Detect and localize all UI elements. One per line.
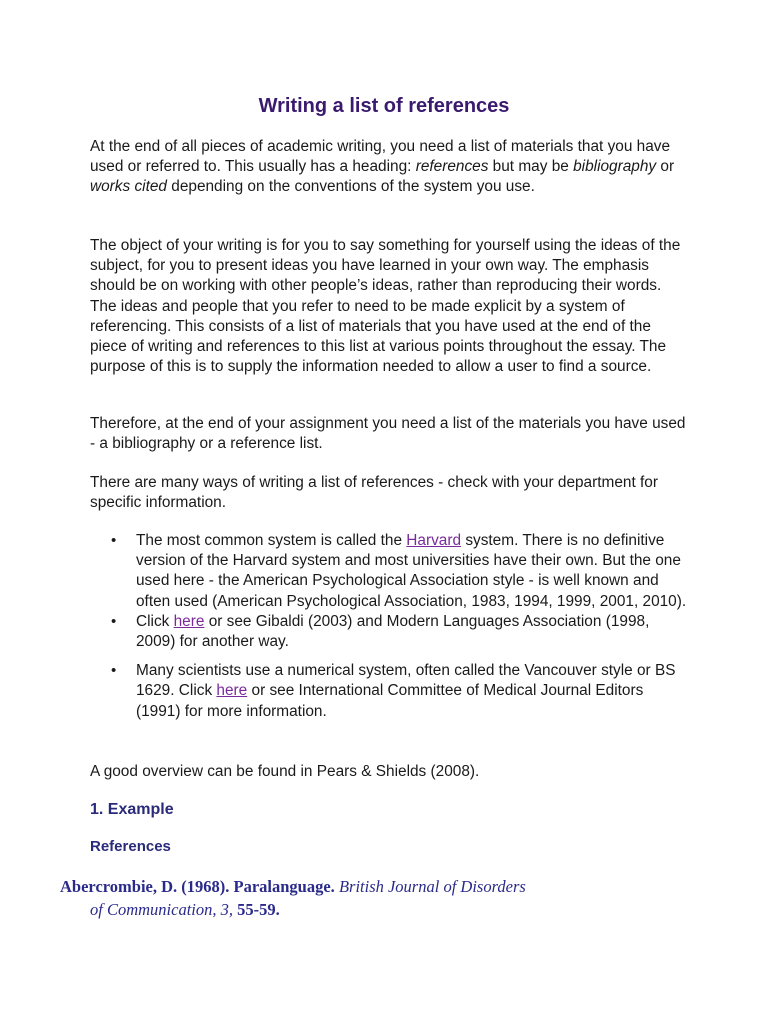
intro-text-1: At the end of all pieces of academic writing, you need a list of materials that you have used or referred to. This usually has a heading: — [90, 138, 671, 176]
bullet-icon: • — [111, 532, 117, 549]
purpose-paragraph: The object of your writing is for you to say something for yourself using the ideas of the subject, for you to present ideas you have learned in your own way. The emphasis should be on working with other people’s ideas, rather than reproducing their words. The ideas and people that you refer to need to be made explicit by a system of referencing. This consists of a list of materials that you have used at the end of the piece of writing and references to this list at various points throughout the essay. The purpose of this is to supply the information needed to allow a user to find a source. — [90, 237, 681, 376]
ways-paragraph: There are many ways of writing a list of references - check with your department for specific information. — [90, 474, 658, 512]
list-item-vancouver — [108, 661, 688, 722]
list-item-harvard — [108, 531, 688, 612]
assignment-paragraph: Therefore, at the end of your assignment you need a list of the materials you have used - a bibliography or a reference list. — [90, 415, 686, 453]
intro-em-references: references — [415, 158, 489, 176]
overview-paragraph: A good overview can be found in Pears & Shields (2008). — [90, 763, 480, 780]
reference-journal-line1: British Journal of Disorders — [334, 877, 526, 896]
list-item-text: Many scientists use a numerical system, often called the Vancouver style or BS 1629. Click — [136, 662, 676, 700]
reference-journal-line2: of Communication, 3, — [90, 900, 233, 919]
references-heading: References — [90, 838, 171, 855]
bullet-icon: • — [111, 662, 117, 680]
reference-line-2 — [60, 898, 580, 921]
referencing-systems-list — [108, 531, 688, 722]
list-item-mla — [108, 612, 688, 652]
reference-author-year: Abercrombie, D. (1968). Paralanguage. — [60, 877, 335, 896]
list-item-text: Click — [136, 612, 174, 630]
page-title: Writing a list of references — [258, 95, 510, 117]
vancouver-here-link[interactable]: here — [216, 682, 248, 700]
list-item-text: or see International Committee of Medical Journal Editors (1991) for more information. — [136, 682, 644, 720]
reference-entry — [60, 875, 580, 921]
harvard-link[interactable]: Harvard — [406, 532, 462, 549]
list-item-text: system. There is no definitive version of the Harvard system and most universities have their own. But the one used here - the American Psychological Association style - is well known and often used (American Psychological Association, 1983, 1994, 1999, 2001, 2010). — [136, 532, 687, 610]
intro-text-3: or — [656, 158, 675, 176]
list-item-text: The most common system is called the — [136, 532, 407, 549]
reference-pages: 55-59. — [233, 900, 280, 919]
intro-text-2: but may be — [488, 158, 574, 176]
intro-em-bibliography: bibliography — [573, 158, 657, 176]
list-item-text: or see Gibaldi (2003) and Modern Languages Association (1998, 2009) for another way. — [136, 612, 650, 651]
example-heading: 1. Example — [90, 801, 174, 818]
intro-paragraph — [90, 137, 690, 198]
intro-em-works-cited: works cited — [90, 178, 167, 196]
mla-here-link[interactable]: here — [173, 612, 205, 630]
intro-text-4: depending on the conventions of the system you use. — [166, 178, 535, 196]
bullet-icon: • — [111, 612, 117, 630]
